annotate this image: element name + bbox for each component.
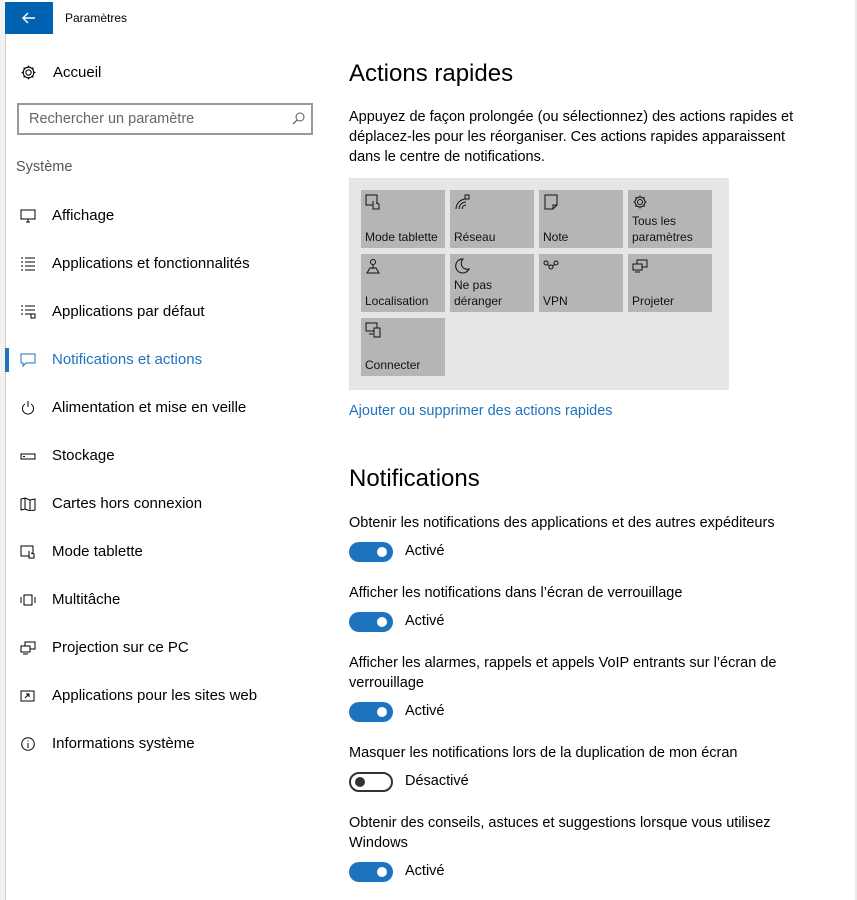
multitask-icon	[20, 593, 36, 607]
quick-actions-heading: Actions rapides	[349, 60, 514, 87]
quick-action-quiet-hours[interactable]	[450, 254, 534, 312]
toggle-lock-screen-notifications[interactable]	[349, 612, 393, 632]
web-apps-icon	[20, 689, 36, 703]
tile-label: Ne pas déranger	[454, 278, 503, 308]
setting-lock-screen-notifications: Afficher les notifications dans l’écran de verrouillage	[349, 585, 683, 601]
tile-label: Mode tablette	[365, 230, 438, 244]
projection-icon	[20, 641, 36, 655]
toggle-knob	[377, 707, 387, 717]
toggle-hide-when-duplicating[interactable]	[349, 772, 393, 792]
toggle-state-label: Désactivé	[405, 773, 469, 789]
tile-label: VPN	[543, 294, 568, 308]
sidebar-item-label: Projection sur ce PC	[52, 639, 189, 656]
sidebar-item-label: Mode tablette	[52, 543, 143, 560]
tile-label: Note	[543, 230, 569, 244]
sidebar-item-label: Stockage	[52, 447, 115, 464]
quick-action-connect[interactable]	[361, 318, 445, 376]
sidebar-item-power[interactable]	[16, 390, 316, 426]
toggle-state-label: Activé	[405, 613, 445, 629]
tablet-icon	[20, 545, 36, 559]
settings-gear-icon	[632, 194, 648, 210]
sidebar-item-tablet-mode[interactable]	[16, 534, 316, 570]
toggle-alarms-lock-screen[interactable]	[349, 702, 393, 722]
notifications-heading: Notifications	[349, 465, 480, 492]
toggle-app-notifications[interactable]	[349, 542, 393, 562]
setting-hide-when-duplicating: Masquer les notifications lors de la duplication de mon écran	[349, 745, 738, 761]
map-icon	[20, 497, 36, 511]
tile-label: Projeter	[632, 294, 675, 308]
sidebar-item-label: Notifications et actions	[52, 351, 203, 368]
notifications-icon	[20, 353, 36, 367]
tile-label: Localisation	[365, 294, 429, 308]
title-bar	[5, 0, 855, 34]
quick-action-all-settings[interactable]	[628, 190, 712, 248]
toggle-knob	[377, 867, 387, 877]
sidebar-item-projection[interactable]	[16, 630, 316, 666]
sidebar-item-label: Applications par défaut	[52, 303, 205, 320]
sidebar-item-label: Applications pour les sites web	[52, 687, 258, 704]
active-indicator	[5, 348, 9, 372]
back-arrow-icon	[22, 12, 36, 24]
sidebar-item-label: Cartes hors connexion	[52, 495, 203, 512]
sidebar-item-label: Informations système	[52, 735, 195, 752]
section-system: Système	[16, 159, 73, 175]
sidebar-item-offline-maps[interactable]	[16, 486, 316, 522]
toggle-state-label: Activé	[405, 543, 445, 559]
toggle-state-label: Activé	[405, 863, 445, 879]
note-icon	[543, 194, 559, 210]
network-icon	[454, 194, 470, 210]
sidebar-item-multitasking[interactable]	[16, 582, 316, 618]
sidebar-item-about[interactable]	[16, 726, 316, 762]
tile-label: Tous les paramètres	[632, 214, 693, 244]
toggle-tips-suggestions[interactable]	[349, 862, 393, 882]
toggle-knob	[355, 777, 365, 787]
search-input[interactable]	[17, 103, 313, 135]
sidebar-item-label: Alimentation et mise en veille	[52, 399, 247, 416]
search-icon	[292, 112, 305, 125]
sidebar-item-default-apps[interactable]	[16, 294, 316, 330]
quick-action-tablet-mode[interactable]	[361, 190, 445, 248]
tile-label: Connecter	[365, 358, 421, 372]
display-icon	[20, 209, 36, 223]
sidebar-item-label: Applications et fonctionnalités	[52, 255, 250, 272]
setting-tips-suggestions: Obtenir des conseils, astuces et suggestions lorsque vous utilisez Windows	[349, 815, 771, 851]
quick-action-project[interactable]	[628, 254, 712, 312]
quick-actions-description: Appuyez de façon prolongée (ou sélectionnez) des actions rapides et déplacez-les pour les réorganiser. Ces actions rapides apparaissent dans le centre de notifications.	[349, 109, 794, 165]
info-icon	[20, 737, 36, 751]
toggle-knob	[377, 547, 387, 557]
window-left-edge	[0, 0, 6, 900]
sidebar-item-web-apps[interactable]	[16, 678, 316, 714]
nav-home[interactable]	[20, 60, 102, 84]
window-title: Paramètres	[65, 11, 128, 25]
sidebar-item-label: Affichage	[52, 207, 115, 224]
quick-action-note[interactable]	[539, 190, 623, 248]
toggle-state-label: Activé	[405, 703, 445, 719]
quick-action-network[interactable]	[450, 190, 534, 248]
sidebar-item-display[interactable]	[16, 198, 316, 234]
back-button[interactable]	[5, 2, 53, 34]
sidebar-item-notifications[interactable]	[16, 342, 316, 378]
power-icon	[20, 401, 36, 415]
project-icon	[632, 258, 648, 274]
moon-icon	[454, 258, 470, 274]
default-apps-icon	[20, 305, 36, 319]
vpn-icon	[543, 258, 559, 274]
setting-app-notifications: Obtenir les notifications des applications et des autres expéditeurs	[349, 515, 775, 531]
edit-quick-actions-link[interactable]: Ajouter ou supprimer des actions rapides	[349, 403, 613, 419]
storage-icon	[20, 449, 36, 463]
location-icon	[365, 258, 381, 274]
tile-label: Réseau	[454, 230, 496, 244]
toggle-knob	[377, 617, 387, 627]
sidebar-item-label: Multitâche	[52, 591, 121, 608]
apps-features-icon	[20, 257, 36, 271]
sidebar-item-storage[interactable]	[16, 438, 316, 474]
setting-alarms-lock-screen: Afficher les alarmes, rappels et appels VoIP entrants sur l’écran de verrouillage	[349, 655, 777, 691]
quick-action-location[interactable]	[361, 254, 445, 312]
quick-actions-grid	[349, 178, 729, 390]
quick-action-vpn[interactable]	[539, 254, 623, 312]
gear-icon	[20, 64, 37, 81]
sidebar-item-apps-features[interactable]	[16, 246, 316, 282]
connect-icon	[365, 322, 381, 338]
search-placeholder: Rechercher un paramètre	[29, 111, 195, 127]
nav-home-label: Accueil	[53, 63, 102, 81]
tablet-mode-icon	[365, 194, 381, 210]
